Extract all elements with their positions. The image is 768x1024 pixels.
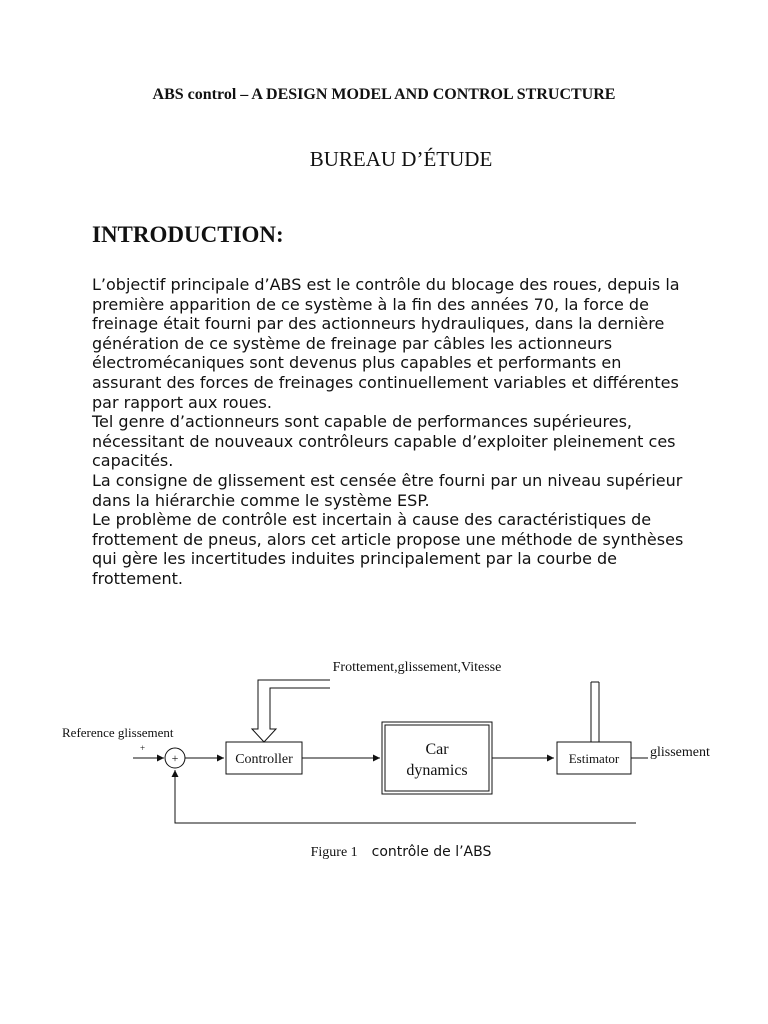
paragraph: La consigne de glissement est censée être fourni par un niveau supérieur dans la hiérarchie comme le système ESP.	[92, 470, 683, 510]
feedback-signals-label: Frottement,glissement,Vitesse	[332, 660, 502, 675]
introduction-body	[92, 275, 692, 589]
car-dynamics-label-line1: Car	[425, 741, 449, 758]
section-heading: INTRODUCTION:	[92, 222, 284, 247]
document-header: ABS control – A DESIGN MODEL AND CONTROL STRUCTURE	[152, 86, 616, 103]
summing-plus-sign: +	[171, 751, 179, 765]
car-dynamics-label-line2: dynamics	[406, 762, 468, 779]
figure-caption-text: contrôle de l’ABS	[371, 844, 492, 860]
figure-caption	[0, 843, 768, 861]
document-subtitle: BUREAU D’ÉTUDE	[309, 147, 493, 171]
estimator-label: Estimator	[568, 751, 620, 766]
reference-sign-label: +	[140, 743, 146, 753]
output-label: glissement	[650, 745, 710, 760]
paragraph: Le problème de contrôle est incertain à cause des caractéristiques de frottement de pneus, alors cet article propose une méthode de synthèses qui gère les incertitudes induites principalement par la courbe de frottement.	[92, 510, 684, 588]
car-dynamics-block	[382, 722, 492, 794]
abs-control-block-diagram	[0, 640, 768, 840]
controller-label: Controller	[235, 752, 293, 767]
reference-input-label: Reference glissement	[62, 725, 174, 740]
feedback-bus-arrow	[252, 680, 330, 742]
paragraph: Tel genre d’actionneurs sont capable de performances supérieures, nécessitant de nouveaux contrôleurs capable d’exploiter pleinement ces capacités.	[92, 412, 676, 471]
figure-number: Figure 1	[310, 845, 358, 860]
paragraph: L’objectif principale d’ABS est le contrôle du blocage des roues, depuis la première apparition de ce système à la fin des années 70, la force de freinage était fourni par des actionneurs hydrauliques, dans la dernière génération de ce système de freinage par câbles les actionneurs électromécaniques sont devenus plus capables et performants en assurant des forces de freinages continuellement variables et différentes par rapport aux roues.	[92, 275, 680, 412]
